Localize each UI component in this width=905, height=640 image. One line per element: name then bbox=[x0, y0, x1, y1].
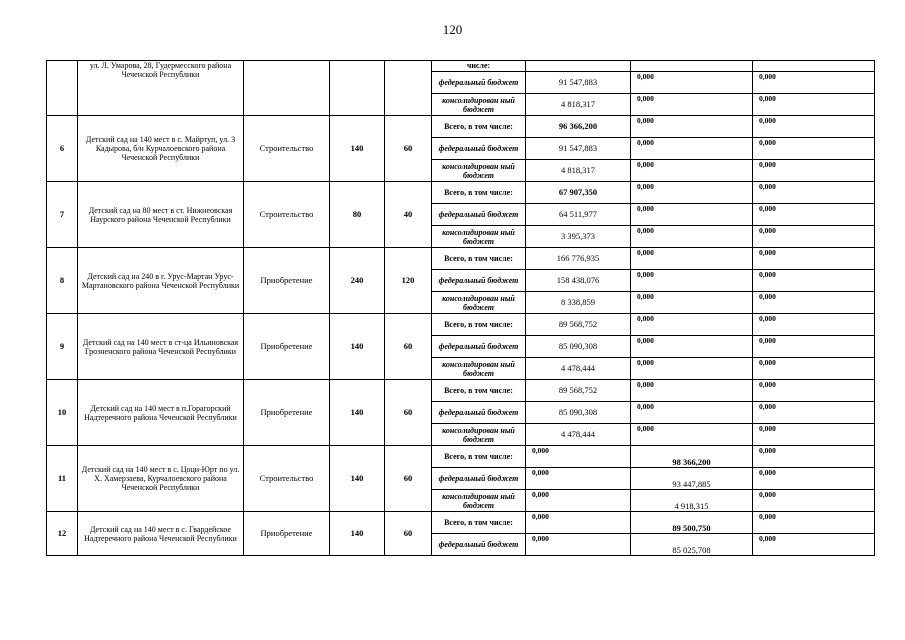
row-number-cell: 7 bbox=[47, 182, 78, 248]
funding-label-cell: консолидирован ный бюджет bbox=[432, 292, 526, 314]
funding-label-cell: консолидирован ный бюджет bbox=[432, 424, 526, 446]
year2-amount-cell: 0,000 bbox=[631, 182, 753, 204]
page-number: 120 bbox=[442, 22, 463, 37]
year2-amount-cell bbox=[631, 61, 753, 72]
year2-amount-cell: 0,000 bbox=[631, 138, 753, 160]
amount-cell: 91 547,883 bbox=[526, 72, 631, 94]
funding-label-cell: Всего, в том числе: bbox=[432, 314, 526, 336]
work-type-cell bbox=[244, 61, 330, 116]
funding-label-cell: федеральный бюджет bbox=[432, 72, 526, 94]
year2-amount-cell: 0,000 bbox=[631, 402, 753, 424]
row-number-cell: 6 bbox=[47, 116, 78, 182]
object-name-cell: Детский сад на 140 мест в с. Майртуп, ул. З Кадырова, б/н Курчалоевского района Чеченской Республики bbox=[78, 116, 244, 182]
year3-amount-cell: 0,000 bbox=[753, 226, 875, 248]
funding-label-cell: консолидирован ный бюджет bbox=[432, 358, 526, 380]
year2-amount-cell: 0,000 bbox=[631, 424, 753, 446]
year3-amount-cell: 0,000 bbox=[753, 160, 875, 182]
table-row bbox=[47, 61, 875, 72]
capacity2-cell: 60 bbox=[385, 116, 432, 182]
amount-cell: 166 776,935 bbox=[526, 248, 631, 270]
amount-cell: 4 818,317 bbox=[526, 94, 631, 116]
funding-label-cell: федеральный бюджет bbox=[432, 402, 526, 424]
amount-cell: 64 511,977 bbox=[526, 204, 631, 226]
work-type-cell: Приобретение bbox=[244, 314, 330, 380]
work-type-cell: Строительство bbox=[244, 182, 330, 248]
object-name-cell: Детский сад на 240 в г. Урус-Мартан Урус-Мартановского района Чеченской Республики bbox=[78, 248, 244, 314]
amount-cell: 8 338,859 bbox=[526, 292, 631, 314]
year3-amount-cell: 0,000 bbox=[753, 490, 875, 512]
amount-cell: 85 090,308 bbox=[526, 402, 631, 424]
amount-cell: 85 090,308 bbox=[526, 336, 631, 358]
year2-amount-cell: 4 918,315 bbox=[631, 490, 753, 512]
funding-label-cell: федеральный бюджет bbox=[432, 270, 526, 292]
year3-amount-cell: 0,000 bbox=[753, 94, 875, 116]
funding-label-cell: консолидирован ный бюджет bbox=[432, 490, 526, 512]
year2-amount-cell: 0,000 bbox=[631, 292, 753, 314]
year3-amount-cell: 0,000 bbox=[753, 116, 875, 138]
capacity-cell: 240 bbox=[330, 248, 385, 314]
capacity-cell: 140 bbox=[330, 512, 385, 556]
year2-amount-cell: 0,000 bbox=[631, 160, 753, 182]
year3-amount-cell: 0,000 bbox=[753, 292, 875, 314]
funding-label-cell: Всего, в том числе: bbox=[432, 380, 526, 402]
year3-amount-cell: 0,000 bbox=[753, 270, 875, 292]
object-name-cell: ул. Л. Умарова, 28, Гудермесского района Чеченской Республики bbox=[78, 61, 244, 116]
year2-amount-cell: 85 025,708 bbox=[631, 534, 753, 556]
amount-cell: 4 478,444 bbox=[526, 358, 631, 380]
budget-table bbox=[46, 60, 875, 556]
year2-amount-cell: 0,000 bbox=[631, 358, 753, 380]
capacity2-cell: 60 bbox=[385, 446, 432, 512]
year2-amount-cell: 0,000 bbox=[631, 248, 753, 270]
funding-label-cell: Всего, в том числе: bbox=[432, 116, 526, 138]
year2-amount-cell: 0,000 bbox=[631, 72, 753, 94]
amount-cell: 89 568,752 bbox=[526, 314, 631, 336]
work-type-cell: Строительство bbox=[244, 116, 330, 182]
funding-label-cell: Всего, в том числе: bbox=[432, 446, 526, 468]
year3-amount-cell: 0,000 bbox=[753, 248, 875, 270]
object-name-cell: Детский сад на 80 мест в ст. Нижнеовская Наурского района Чеченской Республики bbox=[78, 182, 244, 248]
year3-amount-cell: 0,000 bbox=[753, 314, 875, 336]
funding-label-cell: консолидирован ный бюджет bbox=[432, 94, 526, 116]
year3-amount-cell: 0,000 bbox=[753, 204, 875, 226]
capacity2-cell: 40 bbox=[385, 182, 432, 248]
work-type-cell: Приобретение bbox=[244, 380, 330, 446]
table-row bbox=[47, 446, 875, 468]
funding-label-cell: федеральный бюджет bbox=[432, 534, 526, 556]
year3-amount-cell: 0,000 bbox=[753, 446, 875, 468]
amount-cell bbox=[526, 61, 631, 72]
funding-label-cell: федеральный бюджет bbox=[432, 204, 526, 226]
object-name-cell: Детский сад на 140 мест в ст-ца Ильиновская Грозненского района Чеченской Республики bbox=[78, 314, 244, 380]
year3-amount-cell bbox=[753, 61, 875, 72]
capacity-cell: 140 bbox=[330, 116, 385, 182]
year3-amount-cell: 0,000 bbox=[753, 512, 875, 534]
amount-cell: 3 395,373 bbox=[526, 226, 631, 248]
year3-amount-cell: 0,000 bbox=[753, 380, 875, 402]
table-row bbox=[47, 116, 875, 138]
year3-amount-cell: 0,000 bbox=[753, 358, 875, 380]
year2-amount-cell: 0,000 bbox=[631, 270, 753, 292]
year3-amount-cell: 0,000 bbox=[753, 468, 875, 490]
year3-amount-cell: 0,000 bbox=[753, 424, 875, 446]
table-row bbox=[47, 380, 875, 402]
year2-amount-cell: 93 447,885 bbox=[631, 468, 753, 490]
year3-amount-cell: 0,000 bbox=[753, 336, 875, 358]
funding-label-cell: Всего, в том числе: bbox=[432, 512, 526, 534]
capacity-cell bbox=[330, 61, 385, 116]
amount-cell: 0,000 bbox=[526, 468, 631, 490]
funding-label-cell: федеральный бюджет bbox=[432, 138, 526, 160]
amount-cell: 0,000 bbox=[526, 490, 631, 512]
table-row bbox=[47, 512, 875, 534]
object-name-cell: Детский сад на 140 мест в п.Горагорский Надтеречного района Чеченской Республики bbox=[78, 380, 244, 446]
year2-amount-cell: 0,000 bbox=[631, 226, 753, 248]
capacity2-cell bbox=[385, 61, 432, 116]
capacity-cell: 140 bbox=[330, 446, 385, 512]
funding-label-cell: числе: bbox=[432, 61, 526, 72]
row-number-cell: 12 bbox=[47, 512, 78, 556]
table-row bbox=[47, 314, 875, 336]
year2-amount-cell: 0,000 bbox=[631, 314, 753, 336]
year3-amount-cell: 0,000 bbox=[753, 182, 875, 204]
year3-amount-cell: 0,000 bbox=[753, 534, 875, 556]
amount-cell: 89 568,752 bbox=[526, 380, 631, 402]
work-type-cell: Приобретение bbox=[244, 512, 330, 556]
capacity-cell: 140 bbox=[330, 314, 385, 380]
table-body bbox=[47, 61, 875, 556]
year3-amount-cell: 0,000 bbox=[753, 138, 875, 160]
year2-amount-cell: 0,000 bbox=[631, 116, 753, 138]
capacity-cell: 140 bbox=[330, 380, 385, 446]
amount-cell: 4 818,317 bbox=[526, 160, 631, 182]
amount-cell: 67 907,350 bbox=[526, 182, 631, 204]
capacity2-cell: 120 bbox=[385, 248, 432, 314]
funding-label-cell: консолидирован ный бюджет bbox=[432, 226, 526, 248]
year2-amount-cell: 0,000 bbox=[631, 94, 753, 116]
amount-cell: 96 366,200 bbox=[526, 116, 631, 138]
funding-label-cell: федеральный бюджет bbox=[432, 336, 526, 358]
year2-amount-cell: 89 500,750 bbox=[631, 512, 753, 534]
funding-label-cell: Всего, в том числе: bbox=[432, 248, 526, 270]
row-number-cell: 8 bbox=[47, 248, 78, 314]
funding-label-cell: консолидирован ный бюджет bbox=[432, 160, 526, 182]
work-type-cell: Строительство bbox=[244, 446, 330, 512]
amount-cell: 158 438,076 bbox=[526, 270, 631, 292]
capacity2-cell: 60 bbox=[385, 512, 432, 556]
row-number-cell bbox=[47, 61, 78, 116]
table-row bbox=[47, 248, 875, 270]
funding-label-cell: Всего, в том числе: bbox=[432, 182, 526, 204]
amount-cell: 0,000 bbox=[526, 512, 631, 534]
row-number-cell: 9 bbox=[47, 314, 78, 380]
amount-cell: 0,000 bbox=[526, 534, 631, 556]
year3-amount-cell: 0,000 bbox=[753, 402, 875, 424]
row-number-cell: 11 bbox=[47, 446, 78, 512]
capacity-cell: 80 bbox=[330, 182, 385, 248]
capacity2-cell: 60 bbox=[385, 380, 432, 446]
year2-amount-cell: 0,000 bbox=[631, 380, 753, 402]
object-name-cell: Детский сад на 140 мест в с. Цоци-Юрт по ул. Х. Хамерзаева, Курчалоевского района Чеченской Республики bbox=[78, 446, 244, 512]
amount-cell: 4 478,444 bbox=[526, 424, 631, 446]
funding-label-cell: федеральный бюджет bbox=[432, 468, 526, 490]
amount-cell: 0,000 bbox=[526, 446, 631, 468]
year2-amount-cell: 0,000 bbox=[631, 336, 753, 358]
table-row bbox=[47, 182, 875, 204]
year3-amount-cell: 0,000 bbox=[753, 72, 875, 94]
object-name-cell: Детский сад на 140 мест в с. Гвардейское Надтеречного района Чеченской Республики bbox=[78, 512, 244, 556]
year2-amount-cell: 0,000 bbox=[631, 204, 753, 226]
work-type-cell: Приобретение bbox=[244, 248, 330, 314]
row-number-cell: 10 bbox=[47, 380, 78, 446]
year2-amount-cell: 98 366,200 bbox=[631, 446, 753, 468]
capacity2-cell: 60 bbox=[385, 314, 432, 380]
amount-cell: 91 547,883 bbox=[526, 138, 631, 160]
